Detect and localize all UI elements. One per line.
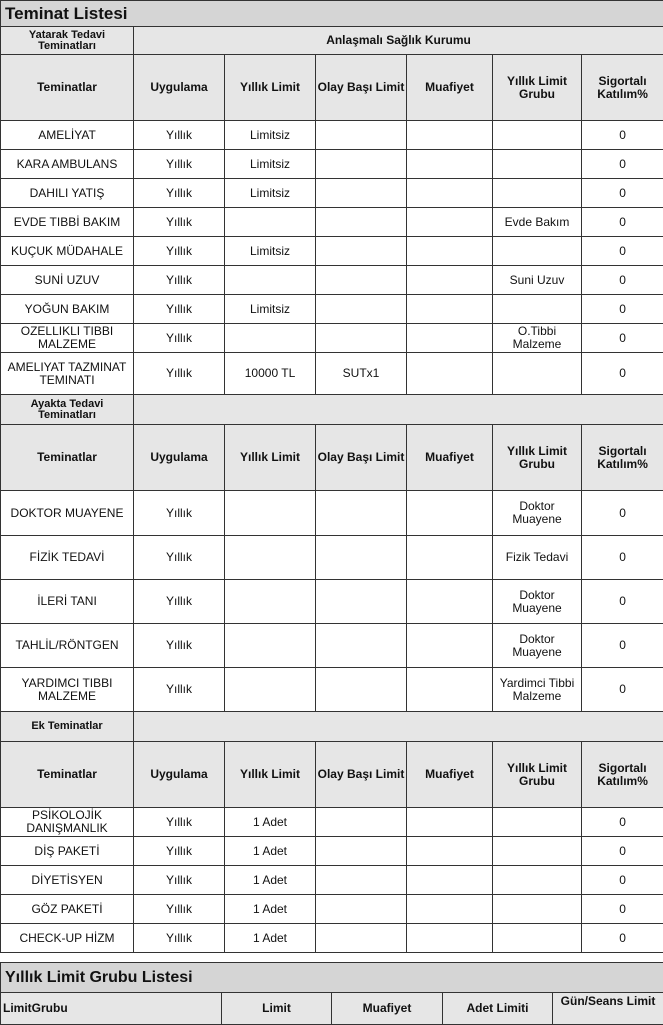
- table-row: [1, 895, 663, 924]
- column-header: Muafiyet: [407, 742, 493, 808]
- table-cell: Yıllık: [134, 266, 225, 295]
- section-label-row: [1, 395, 663, 425]
- column-header: Sigortalı Katılım%: [582, 742, 663, 808]
- table-cell: [493, 353, 582, 395]
- table-cell: [407, 266, 493, 295]
- table-cell: Limitsiz: [225, 121, 316, 150]
- limit-group-col-header: LimitGrubu: [1, 993, 222, 1025]
- table-cell: 0: [582, 179, 663, 208]
- section-label: Yatarak Tedavi Teminatları: [1, 27, 134, 55]
- table-cell: EVDE TIBBİ BAKIM: [1, 208, 134, 237]
- table-cell: OZELLIKLI TIBBI MALZEME: [1, 324, 134, 353]
- table-cell: [407, 895, 493, 924]
- column-header: Sigortalı Katılım%: [582, 425, 663, 491]
- column-header: Sigortalı Katılım%: [582, 55, 663, 121]
- table-cell: [407, 536, 493, 580]
- table-cell: [493, 150, 582, 179]
- table-cell: 0: [582, 808, 663, 837]
- table-cell: [225, 624, 316, 668]
- column-header: Olay Başı Limit: [316, 425, 407, 491]
- table-cell: SUTx1: [316, 353, 407, 395]
- table-cell: [493, 179, 582, 208]
- table-cell: [316, 121, 407, 150]
- table-cell: 0: [582, 208, 663, 237]
- table-cell: 1 Adet: [225, 866, 316, 895]
- table-row: [1, 208, 663, 237]
- table-cell: Limitsiz: [225, 237, 316, 266]
- table-cell: [407, 866, 493, 895]
- table-row: [1, 536, 663, 580]
- table-cell: 0: [582, 924, 663, 953]
- table-cell: SUNİ UZUV: [1, 266, 134, 295]
- table-cell: [493, 837, 582, 866]
- table-cell: 10000 TL: [225, 353, 316, 395]
- table-row: [1, 295, 663, 324]
- table-cell: KUÇUK MÜDAHALE: [1, 237, 134, 266]
- table-cell: Suni Uzuv: [493, 266, 582, 295]
- table-cell: O.Tibbi Malzeme: [493, 324, 582, 353]
- column-header: Teminatlar: [1, 55, 134, 121]
- table-cell: Yıllık: [134, 237, 225, 266]
- table-cell: Yıllık: [134, 895, 225, 924]
- table-cell: 0: [582, 324, 663, 353]
- table-cell: YARDIMCI TIBBI MALZEME: [1, 668, 134, 712]
- table-cell: PSİKOLOJİK DANIŞMANLIK: [1, 808, 134, 837]
- table-cell: [225, 491, 316, 536]
- table-cell: Doktor Muayene: [493, 624, 582, 668]
- table-cell: [493, 895, 582, 924]
- column-header: Uygulama: [134, 425, 225, 491]
- table-cell: Yardimci Tibbi Malzeme: [493, 668, 582, 712]
- table-cell: [407, 624, 493, 668]
- table-row: [1, 150, 663, 179]
- limit-group-col-header: Limit: [222, 993, 332, 1025]
- table-cell: [493, 808, 582, 837]
- table-cell: Yıllık: [134, 353, 225, 395]
- table-row: [1, 324, 663, 353]
- table-row: [1, 808, 663, 837]
- table-cell: 0: [582, 866, 663, 895]
- table-cell: Doktor Muayene: [493, 491, 582, 536]
- table-cell: 0: [582, 624, 663, 668]
- column-header: Muafiyet: [407, 425, 493, 491]
- column-header: Yıllık Limit: [225, 742, 316, 808]
- section-label: Ayakta Tedavi Teminatları: [1, 395, 134, 425]
- table-cell: 0: [582, 353, 663, 395]
- table-cell: [493, 866, 582, 895]
- table-cell: [407, 179, 493, 208]
- table-cell: DİYETİSYEN: [1, 866, 134, 895]
- column-header: Teminatlar: [1, 742, 134, 808]
- table-cell: Evde Bakım: [493, 208, 582, 237]
- table-cell: İLERİ TANI: [1, 580, 134, 624]
- table-row: [1, 237, 663, 266]
- table-row: [1, 491, 663, 536]
- table-cell: 0: [582, 237, 663, 266]
- column-header: Uygulama: [134, 55, 225, 121]
- table-cell: CHECK-UP HİZM: [1, 924, 134, 953]
- section-label: Ek Teminatlar: [1, 712, 134, 742]
- table-cell: FİZİK TEDAVİ: [1, 536, 134, 580]
- table-cell: [225, 324, 316, 353]
- column-header: Yıllık Limit: [225, 425, 316, 491]
- table-cell: 0: [582, 491, 663, 536]
- table-cell: AMELIYAT TAZMINAT TEMINATI: [1, 353, 134, 395]
- table-row: [1, 353, 663, 395]
- table-cell: [407, 580, 493, 624]
- table-cell: Yıllık: [134, 121, 225, 150]
- table-cell: [316, 580, 407, 624]
- table-cell: Yıllık: [134, 924, 225, 953]
- column-header-row: [1, 425, 663, 491]
- table-row: [1, 924, 663, 953]
- table-cell: [316, 924, 407, 953]
- column-header: Yıllık Limit Grubu: [493, 55, 582, 121]
- column-header: Muafiyet: [407, 55, 493, 121]
- table-cell: 1 Adet: [225, 808, 316, 837]
- table-cell: [407, 295, 493, 324]
- limit-group-col-header: Adet Limiti: [443, 993, 553, 1025]
- page-title: Teminat Listesi: [1, 1, 663, 27]
- table-cell: 0: [582, 895, 663, 924]
- table-cell: Yıllık: [134, 624, 225, 668]
- table-cell: [316, 295, 407, 324]
- table-cell: [316, 208, 407, 237]
- column-header-row: [1, 55, 663, 121]
- table-cell: DAHILI YATIŞ: [1, 179, 134, 208]
- table-cell: [316, 624, 407, 668]
- table-cell: 0: [582, 580, 663, 624]
- table-cell: Doktor Muayene: [493, 580, 582, 624]
- table-cell: Yıllık: [134, 866, 225, 895]
- table-cell: [493, 237, 582, 266]
- table-cell: [225, 266, 316, 295]
- table-cell: Limitsiz: [225, 179, 316, 208]
- section-label-filler: [134, 395, 663, 425]
- table-cell: 0: [582, 266, 663, 295]
- table-row: [1, 121, 663, 150]
- table-cell: DİŞ PAKETİ: [1, 837, 134, 866]
- table-cell: Limitsiz: [225, 150, 316, 179]
- table-cell: [316, 668, 407, 712]
- table-row: [1, 580, 663, 624]
- table-cell: [493, 295, 582, 324]
- limit-group-col-header: Muafiyet: [332, 993, 443, 1025]
- table-cell: 0: [582, 668, 663, 712]
- table-cell: [407, 837, 493, 866]
- table-cell: Yıllık: [134, 295, 225, 324]
- provider-header: Anlaşmalı Sağlık Kurumu: [134, 27, 663, 55]
- table-cell: DOKTOR MUAYENE: [1, 491, 134, 536]
- table-cell: [407, 237, 493, 266]
- table-row: [1, 866, 663, 895]
- table-cell: [316, 150, 407, 179]
- table-cell: 0: [582, 837, 663, 866]
- table-cell: Yıllık: [134, 808, 225, 837]
- table-cell: YOĞUN BAKIM: [1, 295, 134, 324]
- table-cell: GÖZ PAKETİ: [1, 895, 134, 924]
- table-row: [1, 624, 663, 668]
- column-header-row: [1, 742, 663, 808]
- limit-group-table: [0, 962, 663, 1025]
- table-cell: [316, 266, 407, 295]
- table-cell: [225, 536, 316, 580]
- table-cell: [316, 866, 407, 895]
- table-cell: 1 Adet: [225, 924, 316, 953]
- table-cell: [493, 121, 582, 150]
- table-cell: 0: [582, 536, 663, 580]
- table-cell: Yıllık: [134, 580, 225, 624]
- table-row: [1, 179, 663, 208]
- table-cell: [316, 491, 407, 536]
- table-cell: 1 Adet: [225, 837, 316, 866]
- table-cell: [407, 668, 493, 712]
- table-cell: [407, 121, 493, 150]
- table-cell: [225, 208, 316, 237]
- table-cell: [316, 837, 407, 866]
- table-cell: Yıllık: [134, 150, 225, 179]
- table-cell: [316, 895, 407, 924]
- column-header: Teminatlar: [1, 425, 134, 491]
- table-cell: AMELİYAT: [1, 121, 134, 150]
- column-header: Olay Başı Limit: [316, 742, 407, 808]
- table-cell: TAHLİL/RÖNTGEN: [1, 624, 134, 668]
- limit-group-title: Yıllık Limit Grubu Listesi: [1, 963, 663, 993]
- table-row: [1, 837, 663, 866]
- column-header: Yıllık Limit Grubu: [493, 742, 582, 808]
- table-cell: [493, 924, 582, 953]
- table-cell: Yıllık: [134, 536, 225, 580]
- table-row: [1, 266, 663, 295]
- table-cell: [407, 353, 493, 395]
- section-label-row: [1, 712, 663, 742]
- section-label-row: [1, 27, 663, 55]
- table-cell: [225, 580, 316, 624]
- table-cell: [407, 924, 493, 953]
- limit-group-header-row: [1, 993, 663, 1025]
- column-header: Yıllık Limit: [225, 55, 316, 121]
- table-cell: [316, 536, 407, 580]
- table-cell: [407, 808, 493, 837]
- table-cell: Limitsiz: [225, 295, 316, 324]
- column-header: Olay Başı Limit: [316, 55, 407, 121]
- table-row: [1, 668, 663, 712]
- table-cell: Yıllık: [134, 208, 225, 237]
- column-header: Uygulama: [134, 742, 225, 808]
- limit-group-col-header: Gün/Seans Limit: [553, 993, 663, 1025]
- table-cell: 0: [582, 150, 663, 179]
- table-cell: [407, 491, 493, 536]
- table-cell: Yıllık: [134, 491, 225, 536]
- table-cell: [316, 179, 407, 208]
- table-cell: [316, 808, 407, 837]
- table-cell: Yıllık: [134, 837, 225, 866]
- table-cell: Yıllık: [134, 668, 225, 712]
- table-cell: KARA AMBULANS: [1, 150, 134, 179]
- table-cell: [407, 208, 493, 237]
- table-cell: [225, 668, 316, 712]
- table-cell: [407, 324, 493, 353]
- table-cell: Yıllık: [134, 179, 225, 208]
- table-cell: Fizik Tedavi: [493, 536, 582, 580]
- section-label-filler: [134, 712, 663, 742]
- table-cell: [316, 237, 407, 266]
- table-cell: [407, 150, 493, 179]
- table-cell: 0: [582, 121, 663, 150]
- table-cell: 0: [582, 295, 663, 324]
- table-cell: 1 Adet: [225, 895, 316, 924]
- table-cell: [316, 324, 407, 353]
- column-header: Yıllık Limit Grubu: [493, 425, 582, 491]
- table-cell: Yıllık: [134, 324, 225, 353]
